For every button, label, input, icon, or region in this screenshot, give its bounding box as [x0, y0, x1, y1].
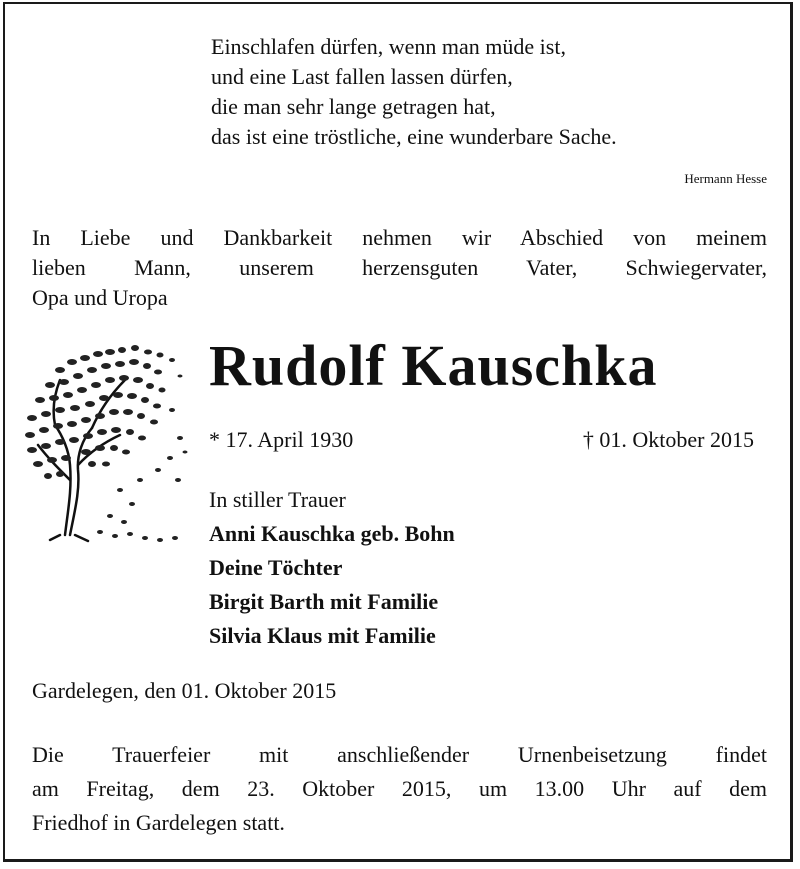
death-date: † 01. Oktober 2015 [582, 427, 754, 452]
deceased-name: Rudolf Kauschka [209, 333, 658, 398]
intro-text [32, 223, 767, 313]
intro-line: In Liebe und Dankbarkeit nehmen wir Abschied von meinem [32, 225, 767, 250]
mourners-block [209, 483, 455, 653]
mourning-heading: In stiller Trauer [209, 487, 346, 512]
ceremony-text [32, 738, 767, 840]
tree-illustration [20, 340, 195, 550]
ceremony-line: Die Trauerfeier mit anschließender Urnenbeisetzung findet [32, 742, 767, 767]
life-dates [209, 427, 754, 453]
poem-line: die man sehr lange getragen hat, [211, 94, 496, 119]
mourner-name: Birgit Barth mit Familie [209, 589, 439, 614]
intro-line: lieben Mann, unserem herzensguten Vater, Schwiegervater, [32, 255, 767, 280]
poem-line: das ist eine tröstliche, eine wunderbare Sache. [211, 124, 617, 149]
mourner-name: Anni Kauschka geb. Bohn [209, 521, 455, 546]
poem-line: und eine Last fallen lassen dürfen, [211, 64, 513, 89]
mourner-name: Deine Töchter [209, 555, 343, 580]
mourner-name: Silvia Klaus mit Familie [209, 623, 436, 648]
ceremony-line: Friedhof in Gardelegen statt. [32, 810, 285, 835]
place-and-date: Gardelegen, den 01. Oktober 2015 [32, 678, 337, 703]
birth-date: * 17. April 1930 [209, 427, 354, 452]
ceremony-line: am Freitag, dem 23. Oktober 2015, um 13.00 Uhr auf dem [32, 776, 767, 801]
poem-author: Hermann Hesse [684, 171, 767, 186]
poem-line: Einschlafen dürfen, wenn man müde ist, [211, 34, 566, 59]
intro-line: Opa und Uropa [32, 285, 168, 310]
poem [211, 32, 617, 152]
